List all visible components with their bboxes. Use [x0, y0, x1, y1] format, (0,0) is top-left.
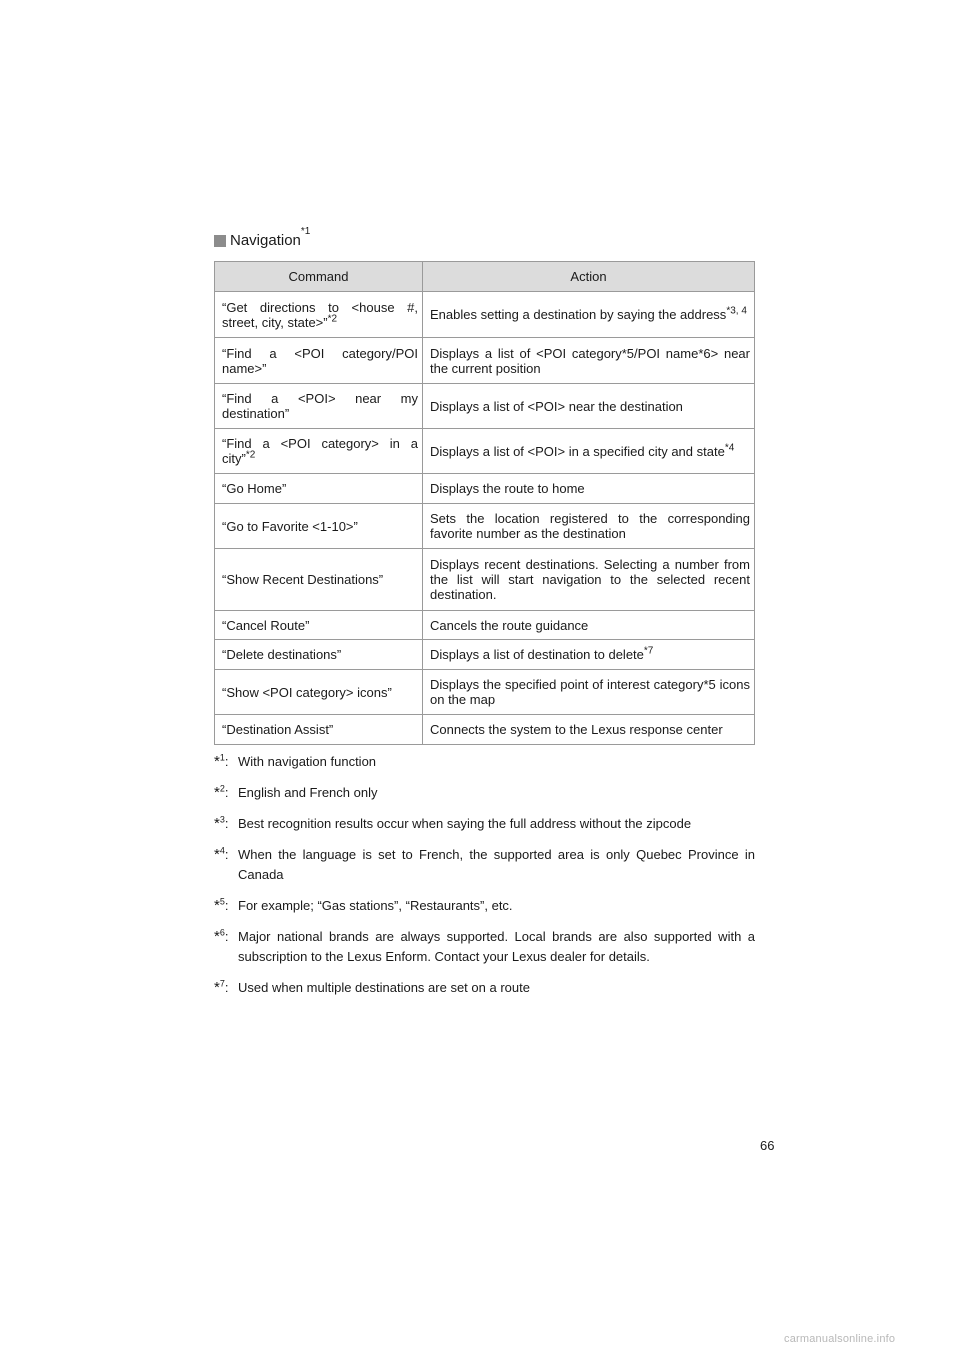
action-cell — [423, 504, 755, 549]
command-cell — [215, 640, 423, 670]
footnote-asterisk: * — [214, 815, 220, 832]
watermark: carmanualsonline.info — [784, 1333, 896, 1345]
footnote-mark: *$^3$: — [214, 814, 229, 832]
action-text: Displays a list of <POI category*5/POI name*6> near the current position — [430, 345, 750, 376]
action-footnote-ref: *3, 4 — [726, 305, 747, 317]
command-cell — [215, 429, 423, 474]
footnote-text: Used when multiple destinations are set on a route — [238, 980, 530, 995]
action-text: Displays a list of <POI> in a specified city and state — [430, 443, 725, 459]
footnote-text: English and French only — [238, 785, 378, 800]
footnote — [214, 845, 755, 885]
footnote-asterisk: * — [214, 846, 220, 863]
footnote-number: 2 — [219, 783, 225, 794]
section-title: Navigation — [230, 232, 301, 249]
footnote-text: Major national brands are always supported. Local brands are also supported with a subscription to the Lexus Enform. Contact your Lexus dealer for details. — [238, 929, 755, 964]
table-row — [215, 640, 755, 670]
footnote-mark: *$^2$: — [214, 783, 229, 801]
action-footnote-ref: *4 — [724, 442, 735, 454]
footnote — [214, 752, 755, 772]
action-text: Displays a list of destination to delete — [430, 647, 644, 662]
action-cell — [423, 384, 755, 429]
footnote-mark: *$^1$: — [214, 752, 229, 770]
footnote — [214, 927, 755, 967]
footnote — [214, 896, 755, 916]
section-heading: Navigation *1 — [214, 232, 310, 249]
action-cell — [423, 715, 755, 745]
footnote-number: 1 — [219, 752, 225, 763]
footnote — [214, 783, 755, 803]
command-text: “Show Recent Destinations” — [222, 572, 384, 587]
command-table — [214, 261, 755, 745]
table-row — [215, 384, 755, 429]
action-cell — [423, 640, 755, 670]
table-row — [215, 670, 755, 715]
action-cell — [423, 474, 755, 504]
command-cell — [215, 549, 423, 611]
table-row — [215, 549, 755, 611]
table-row — [215, 504, 755, 549]
action-cell — [423, 338, 755, 384]
footnote-number: 3 — [219, 814, 225, 825]
footnote-mark: *$^5$: — [214, 896, 229, 914]
header-action: Action — [423, 262, 755, 292]
command-footnote-ref: *2 — [327, 313, 338, 325]
footnote-text: For example; “Gas stations”, “Restaurants”, etc. — [238, 898, 513, 913]
table-row — [215, 611, 755, 640]
action-cell — [423, 611, 755, 640]
table-row — [215, 429, 755, 474]
table-row — [215, 338, 755, 384]
action-text: Cancels the route guidance — [430, 617, 589, 633]
command-text: “Destination Assist” — [222, 722, 334, 737]
footnote-number: 4 — [219, 845, 225, 856]
command-cell — [215, 384, 423, 429]
footnote-number: 5 — [219, 896, 225, 907]
footnote — [214, 978, 755, 998]
action-footnote-ref: *7 — [643, 645, 654, 657]
footnote-text: When the language is set to French, the supported area is only Quebec Province in Canada — [238, 847, 755, 882]
action-text: Displays a list of <POI> near the destination — [430, 398, 683, 414]
footnote-mark: *$^6$: — [214, 927, 229, 945]
command-text: “Delete destinations” — [222, 647, 342, 662]
footnote-mark: *$^4$: — [214, 845, 229, 863]
action-text: Sets the location registered to the corresponding favorite number as the destination — [430, 511, 750, 541]
footnote-asterisk: * — [214, 753, 220, 770]
command-text: “Go Home” — [222, 481, 287, 496]
footnote-number: 6 — [219, 927, 225, 938]
table-row — [215, 292, 755, 338]
heading-square-icon — [214, 235, 226, 247]
action-cell — [423, 429, 755, 474]
action-cell — [423, 292, 755, 338]
action-text: Displays recent destinations. Selecting a number from the list will start navigation to the selected recent destination. — [430, 557, 750, 602]
command-text: “Cancel Route” — [222, 617, 310, 633]
command-text: “Show <POI category> icons” — [222, 684, 392, 700]
footnote-asterisk: * — [214, 784, 220, 801]
command-cell — [215, 670, 423, 715]
command-cell — [215, 292, 423, 338]
action-text: Displays the specified point of interest category*5 icons on the map — [430, 677, 750, 707]
command-cell — [215, 338, 423, 384]
command-text: “Go to Favorite <1-10>” — [222, 518, 358, 534]
table-header-row — [215, 262, 755, 292]
action-cell — [423, 549, 755, 611]
command-cell — [215, 611, 423, 640]
footnote-asterisk: * — [214, 928, 220, 945]
command-cell — [215, 504, 423, 549]
page-number: 66 — [760, 1138, 775, 1153]
footnote-text: With navigation function — [238, 754, 377, 769]
footnote — [214, 814, 755, 834]
header-command: Command — [215, 262, 423, 292]
action-cell — [423, 670, 755, 715]
footnote-asterisk: * — [214, 979, 220, 996]
action-text: Enables setting a destination by saying the address — [430, 307, 727, 322]
command-text: “Find a <POI> near my destination” — [222, 391, 418, 421]
action-text: Connects the system to the Lexus response center — [430, 722, 723, 737]
command-cell — [215, 474, 423, 504]
command-footnote-ref: *2 — [245, 449, 256, 461]
footnote-text: Best recognition results occur when saying the full address without the zipcode — [238, 816, 692, 831]
table-row — [215, 474, 755, 504]
footnote-mark: *$^7$: — [214, 978, 229, 996]
command-text: “Find a <POI category> in a city” — [222, 436, 418, 466]
footnotes — [214, 752, 755, 1009]
command-text: “Get directions to <house #, street, city, state>” — [222, 299, 418, 330]
action-text: Displays the route to home — [430, 481, 585, 496]
footnote-number: 7 — [219, 978, 225, 989]
footnote-asterisk: * — [214, 897, 220, 914]
table-row — [215, 715, 755, 745]
command-cell — [215, 715, 423, 745]
command-text: “Find a <POI category/POI name>” — [222, 345, 418, 376]
